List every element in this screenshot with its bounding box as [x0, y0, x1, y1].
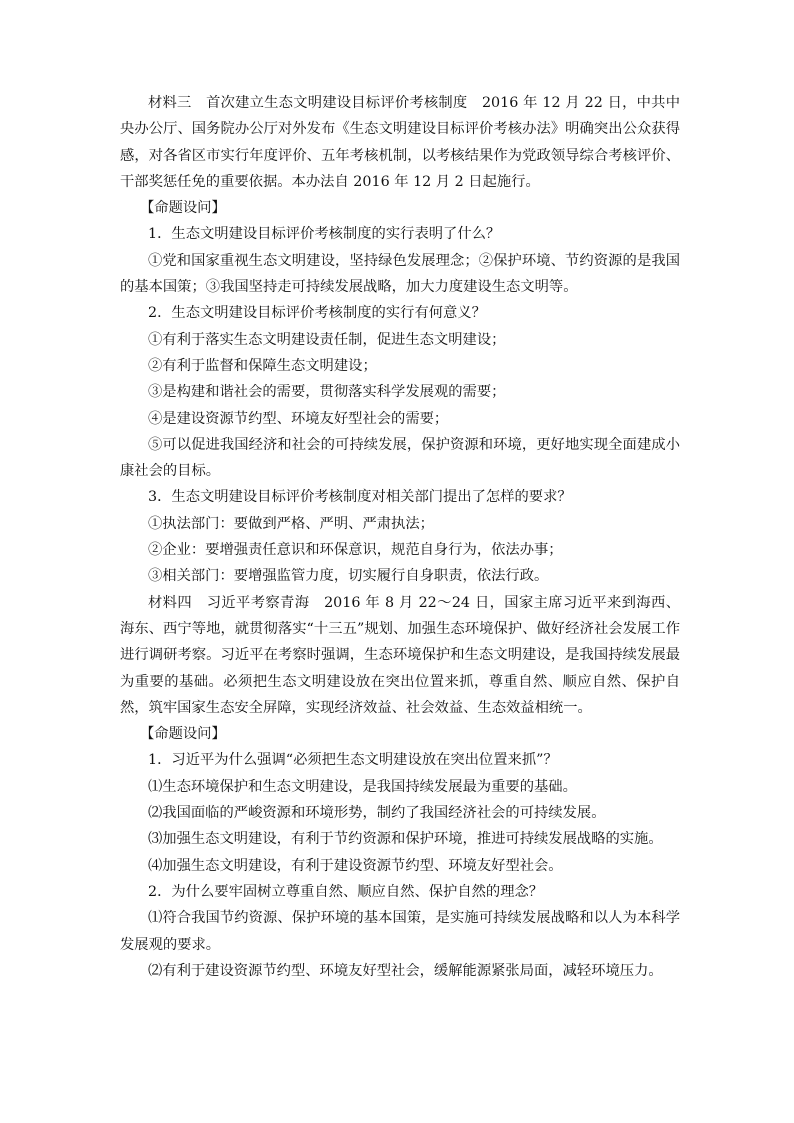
answer-3-item: ②企业：要增强责任意识和环保意识，规范自身行为，依法办事； — [148, 542, 563, 559]
answer-3-item: ①执法部门：要做到严格、严明、严肃执法； — [148, 515, 434, 532]
answer-2-item: ⑴符合我国节约资源、保护环境的基本国策，是实施可持续发展战略和以人为本科学发展观的要求。 — [120, 910, 680, 953]
material-three-paragraph: 材料三 首次建立生态文明建设目标评价考核制度 2016 年 12 月 22 日，中共中央办公厅、国务院办公厅对外发布《生态文明建设目标评价考核办法》明确突出公众获得感，对各省区市实行年度评价、五年考核机制，以考核结果作为党政领导综合考核评价、干部奖惩任免的重要依据。本办法自 2016 年 12 月 2 日起施行。 — [120, 95, 680, 190]
answer-2-item: ⑤可以促进我国经济和社会的可持续发展，保护资源和环境，更好地实现全面建成小康社会的目标。 — [120, 436, 680, 480]
answer-2-item: ①有利于落实生态文明建设责任制，促进生态文明建设； — [148, 331, 506, 348]
answer-1-item: ⑷加强生态文明建设，有利于建设资源节约型、环境友好型社会。 — [148, 857, 563, 874]
question-tag: 【命题设问】 — [140, 200, 226, 217]
question-tag: 【命题设问】 — [140, 726, 226, 743]
question-1: 1．生态文明建设目标评价考核制度的实行表明了什么？ — [148, 226, 501, 243]
answer-2-item: ④是建设资源节约型、环境友好型社会的需要； — [148, 410, 449, 427]
answer-3-item: ③相关部门：要增强监管力度，切实履行自身职责，依法行政。 — [148, 568, 549, 585]
material-four-paragraph: 材料四 习近平考察青海 2016 年 8 月 22～24 日，国家主席习近平来到海西、海东、西宁等地，就贯彻落实“十三五”规划、加强生态环境保护、做好经济社会发展工作进行调研考察。习近平在考察时强调，生态环境保护和生态文明建设，是我国持续发展最为重要的基础。必须把生态文明建设放在突出位置来抓，尊重自然、顺应自然、保护自然，筑牢国家生态安全屏障，实现经济效益、社会效益、生态效益相统一。 — [120, 594, 680, 716]
answer-2-item: ③是构建和谐社会的需要，贯彻落实科学发展观的需要； — [148, 384, 506, 401]
answer-1-item: ⑵我国面临的严峻资源和环境形势，制约了我国经济社会的可持续发展。 — [148, 805, 606, 822]
answer-1-item: ⑶加强生态文明建设，有利于节约资源和保护环境，推进可持续发展战略的实施。 — [148, 831, 663, 848]
answer-1-item: ⑴生态环境保护和生态文明建设，是我国持续发展最为重要的基础。 — [148, 778, 577, 795]
answer-2-item: ②有利于监督和保障生态文明建设； — [148, 357, 377, 374]
question-1: 1．习近平为什么强调“必须把生态文明建设放在突出位置来抓”？ — [148, 752, 558, 769]
question-2: 2．为什么要牢固树立尊重自然、顺应自然、保护自然的理念？ — [148, 883, 544, 900]
question-3: 3．生态文明建设目标评价考核制度对相关部门提出了怎样的要求？ — [148, 489, 572, 506]
document-page — [120, 90, 680, 984]
question-2: 2．生态文明建设目标评价考核制度的实行有何意义？ — [148, 305, 486, 322]
answer-1: ①党和国家重视生态文明建设，坚持绿色发展理念；②保护环境、节约资源的是我国的基本国策；③我国坚持走可持续发展战略，加大力度建设生态文明等。 — [120, 252, 680, 296]
answer-2-item: ⑵有利于建设资源节约型、环境友好型社会，缓解能源紧张局面，减轻环境压力。 — [148, 962, 663, 979]
